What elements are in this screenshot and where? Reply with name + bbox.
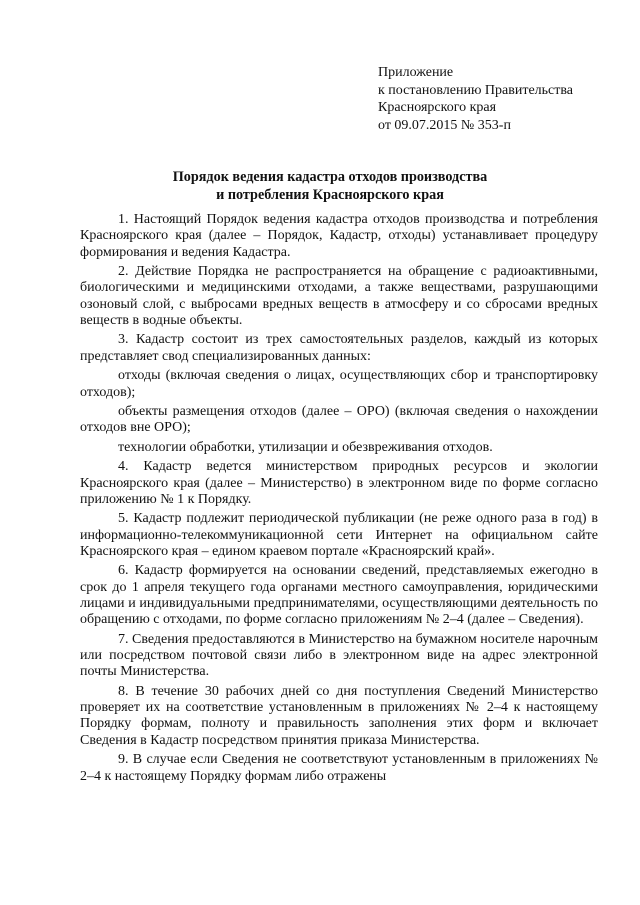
title-line: Порядок ведения кадастра отходов производства [172, 169, 488, 185]
paragraph: отходы (включая сведения о лицах, осуществляющих сбор и транспортировку отходов); [80, 368, 598, 400]
appendix-line: Приложение [378, 65, 454, 80]
paragraph: 6. Кадастр формируется на основании сведений, представляемых ежегодно в срок до 1 апреля текущего года органами местного самоуправления, юридическими лицами и индивидуальными предпринимателями, осуществляющими деятельность по обращению с отходами, по форме согласно приложениям № 2–4 (далее – Сведения). [80, 563, 598, 628]
paragraph: 9. В случае если Сведения не соответствуют установленным в приложениях № 2–4 к настоящему Порядку формам либо отражены [80, 752, 598, 784]
appendix-line: к постановлению Правительства [378, 82, 574, 98]
paragraph: 3. Кадастр состоит из трех самостоятельных разделов, каждый из которых представляет свод специализированных данных: [80, 332, 598, 364]
paragraph: 8. В течение 30 рабочих дней со дня поступления Сведений Министерство проверяет их на соответствие установленным в приложениях № 2–4 к настоящему Порядку формам, полноту и правильность заполнения этих форм и включает Сведения в Кадастр посредством принятия приказа Министерства. [80, 683, 598, 748]
paragraph: объекты размещения отходов (далее – ОРО) (включая сведения о нахождении отходов вне ОРО); [80, 404, 598, 436]
paragraph: технологии обработки, утилизации и обезвреживания отходов. [118, 439, 493, 455]
document-title [60, 168, 600, 204]
paragraph: 7. Сведения предоставляются в Министерство на бумажном носителе нарочным или посредством почтовой связи либо в электронном виде на адрес электронной почты Министерства. [80, 631, 598, 680]
paragraph: 2. Действие Порядка не распространяется на обращение с радиоактивными, биологическими и медицинскими отходами, а также веществами, разрушающими озоновый слой, с выбросами вредных веществ в атмосферу и со сбросами вредных веществ в водные объекты. [80, 264, 598, 328]
appendix-line: Красноярского края [378, 100, 497, 115]
appendix-line: от 09.07.2015 № 353-п [378, 117, 511, 133]
paragraph: 4. Кадастр ведется министерством природных ресурсов и экологии Красноярского края (далее – Министерство) в электронном виде по форме согласно приложению № 1 к Порядку. [80, 459, 598, 507]
paragraph: 1. Настоящий Порядок ведения кадастра отходов производства и потребления Красноярского края (далее – Порядок, Кадастр, отходы) устанавливает процедуру формирования и ведения Кадастра. [80, 212, 598, 260]
title-line: и потребления Красноярского края [216, 187, 444, 203]
document-body [80, 212, 598, 785]
paragraph: 5. Кадастр подлежит периодической публикации (не реже одного раза в год) в информационно-телекоммуникационной сети Интернет на официальном сайте Красноярского края – едином краевом портале «Красноярский край». [80, 511, 598, 559]
appendix-header [378, 64, 573, 134]
